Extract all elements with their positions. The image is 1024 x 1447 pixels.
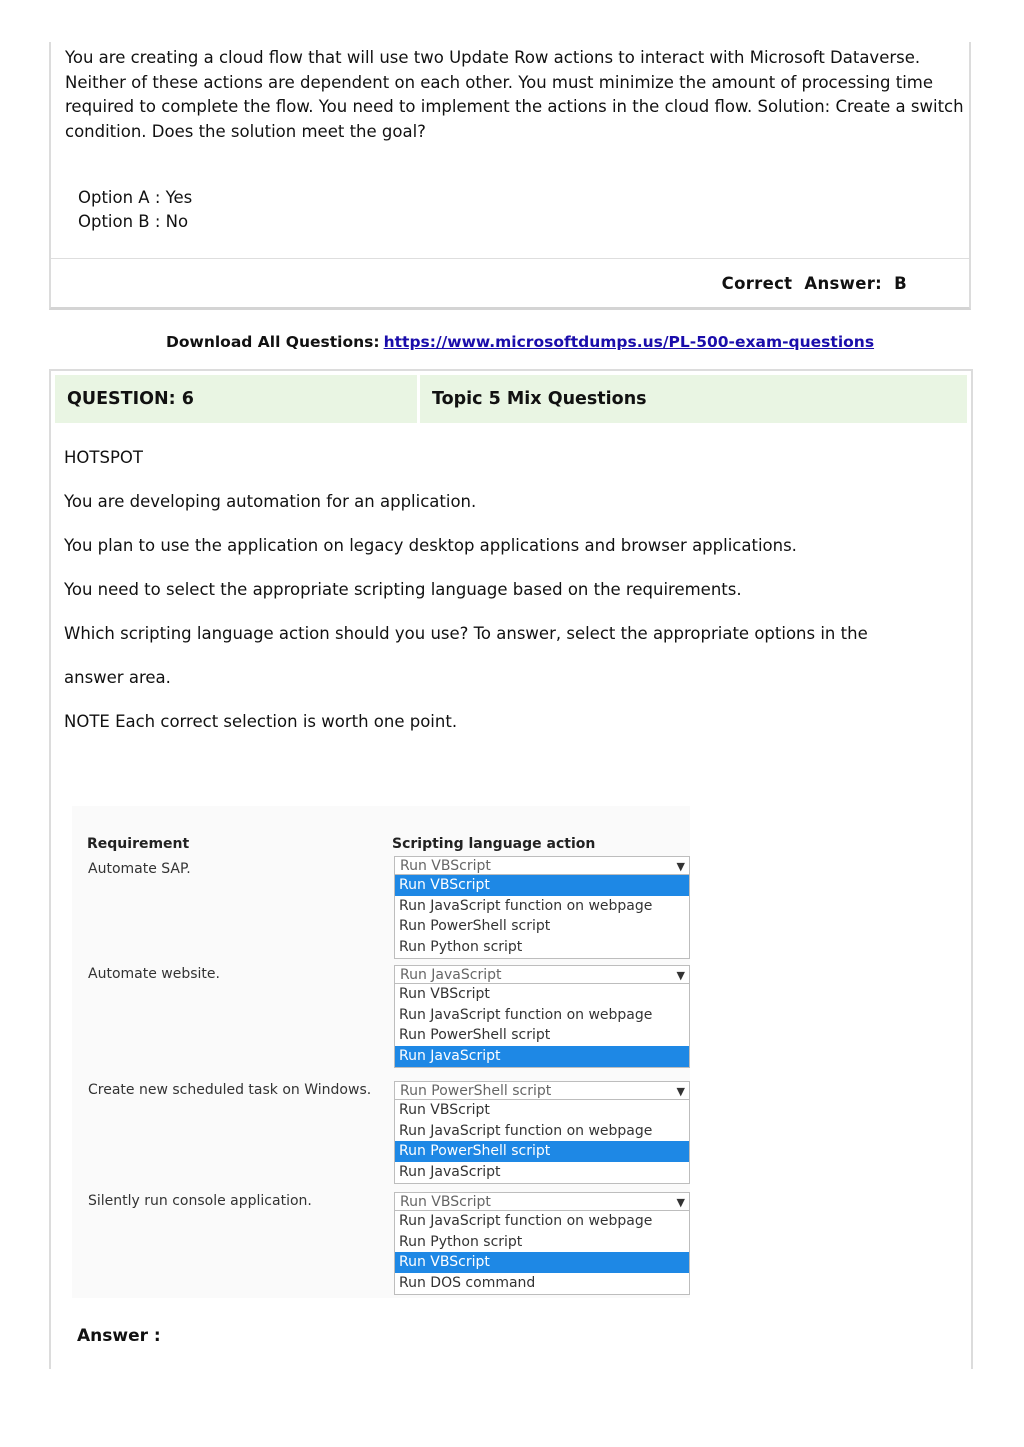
scripting-dropdown[interactable] (394, 1192, 690, 1295)
dropdown-option[interactable]: Run VBScript (395, 875, 689, 896)
question-paragraph: Which scripting language action should you use? To answer, select the appropriate options in the (64, 624, 868, 643)
previous-question-card (49, 42, 971, 310)
option-b: Option B : No (78, 212, 189, 231)
dropdown-selected[interactable] (394, 1192, 690, 1211)
question-paragraph: answer area. (64, 668, 171, 687)
dropdown-list (394, 1211, 690, 1295)
requirement-label: Create new scheduled task on Windows. (88, 1082, 372, 1098)
question-paragraph: You are developing automation for an application. (64, 492, 477, 511)
dropdown-option[interactable]: Run VBScript (399, 1102, 490, 1118)
previous-question-options (78, 186, 192, 234)
chevron-down-icon[interactable]: ▼ (676, 969, 685, 982)
dropdown-option[interactable]: Run JavaScript function on webpage (399, 897, 653, 914)
dropdown-option[interactable]: Run DOS command (399, 1275, 536, 1292)
scripting-dropdown[interactable] (394, 1081, 690, 1184)
dropdown-option[interactable]: Run PowerShell script (395, 1141, 689, 1162)
scripting-dropdown[interactable] (394, 856, 690, 959)
question-number: QUESTION: 6 (55, 375, 417, 423)
dropdown-option[interactable]: Run JavaScript function on webpage (399, 1213, 653, 1229)
action-header: Scripting language action (392, 836, 596, 852)
correct-answer: Correct Answer: B (721, 274, 907, 293)
requirement-label: Automate website. (88, 966, 220, 982)
selected-value: Run PowerShell script (400, 1083, 552, 1099)
dropdown-option[interactable]: Run JavaScript function on webpage (399, 1122, 653, 1139)
question-card (49, 369, 973, 1369)
divider (51, 258, 969, 259)
dropdown-option[interactable]: Run PowerShell script (399, 918, 551, 935)
selected-value: Run VBScript (400, 858, 491, 874)
chevron-down-icon[interactable]: ▼ (676, 1085, 685, 1098)
option-a: Option A : Yes (78, 188, 193, 207)
download-line (166, 333, 874, 351)
dropdown-selected[interactable] (394, 965, 690, 984)
question-type: HOTSPOT (64, 448, 143, 467)
dropdown-selected[interactable] (394, 1081, 690, 1100)
dropdown-option[interactable]: Run VBScript (399, 986, 490, 1002)
question-topic: Topic 5 Mix Questions (420, 375, 967, 423)
answer-label: Answer : (77, 1326, 161, 1346)
dropdown-option[interactable]: Run JavaScript function on webpage (399, 1006, 653, 1023)
question-paragraph: You need to select the appropriate scripting language based on the requirements. (64, 580, 742, 599)
download-label: Download All Questions: (166, 333, 380, 351)
hotspot-screenshot (72, 806, 690, 1298)
dropdown-list (394, 984, 690, 1068)
dropdown-option[interactable]: Run PowerShell script (399, 1027, 551, 1044)
chevron-down-icon[interactable]: ▼ (676, 1196, 685, 1209)
download-link[interactable]: https://www.microsoftdumps.us/PL-500-exam-questions (383, 333, 875, 351)
selected-value: Run VBScript (400, 1194, 491, 1210)
dropdown-option[interactable]: Run Python script (399, 1233, 523, 1250)
question-paragraph: You plan to use the application on legacy desktop applications and browser applications. (64, 536, 797, 555)
requirement-label: Silently run console application. (88, 1193, 312, 1209)
requirement-label: Automate SAP. (88, 861, 191, 877)
dropdown-option[interactable]: Run JavaScript (395, 1046, 689, 1067)
chevron-down-icon[interactable]: ▼ (676, 860, 685, 873)
scripting-dropdown[interactable] (394, 965, 690, 1068)
selected-value: Run JavaScript (400, 967, 502, 983)
requirement-header: Requirement (87, 836, 190, 852)
dropdown-option[interactable]: Run JavaScript (399, 1164, 501, 1181)
dropdown-list (394, 875, 690, 959)
dropdown-list (394, 1100, 690, 1184)
question-header (55, 375, 967, 423)
dropdown-selected[interactable] (394, 856, 690, 875)
previous-question-text: You are creating a cloud flow that will use two Update Row actions to interact with Microsoft Dataverse. Neither of these actions are dependent on each other. You must minimize the amount of processing time required to complete the flow. You need to implement the actions in the cloud flow. Solution: Create a switch condition. Does the solution meet the goal? (65, 48, 964, 141)
question-note: NOTE Each correct selection is worth one point. (64, 712, 458, 731)
dropdown-option[interactable]: Run VBScript (395, 1252, 689, 1273)
dropdown-option[interactable]: Run Python script (399, 939, 523, 956)
